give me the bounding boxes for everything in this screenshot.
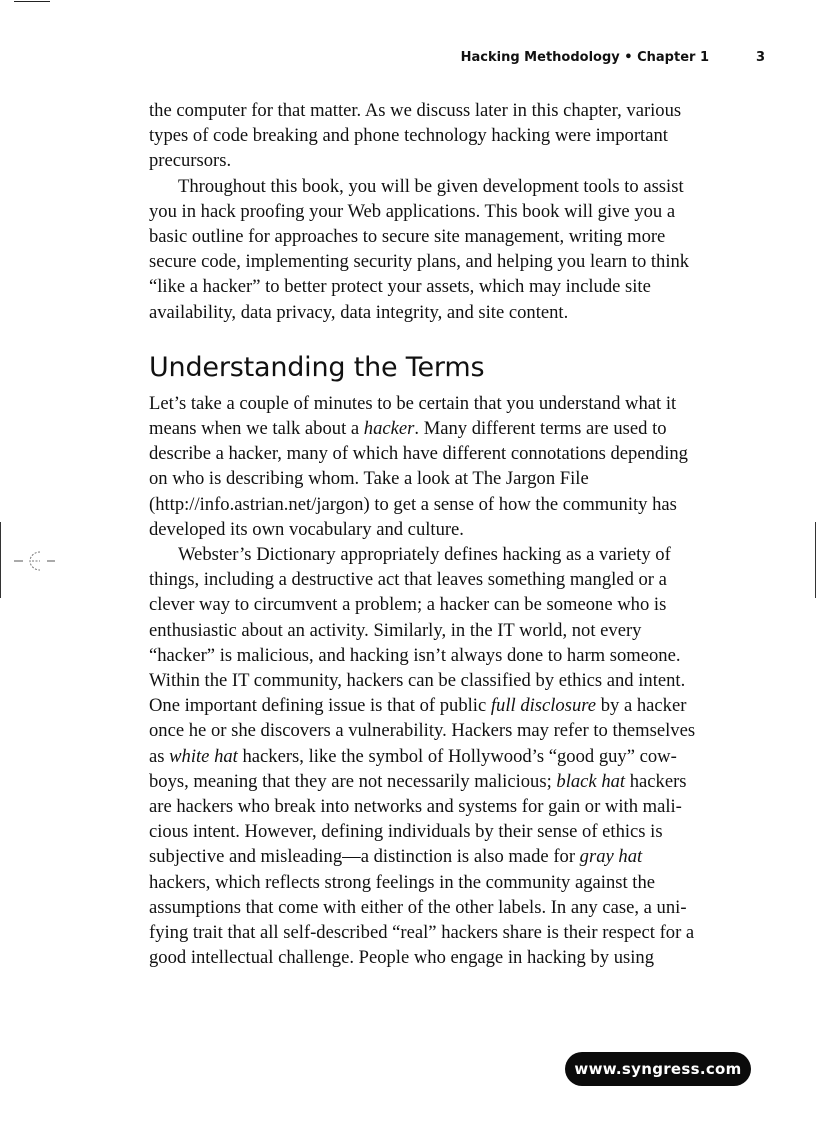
- line: Let’s take a couple of minutes to be certain that you understand what it: [149, 392, 677, 414]
- line: cious intent. However, defining individuals by their sense of ethics is: [149, 821, 663, 843]
- line: secure code, implementing security plans, and helping you learn to think: [149, 251, 690, 273]
- paragraph-3: [149, 391, 715, 542]
- line: things, including a destructive act that leaves something mangled or a: [149, 569, 667, 591]
- term-hacker: hacker: [363, 418, 415, 440]
- page-number: 3: [755, 50, 765, 65]
- paragraph-2: [149, 174, 715, 325]
- line: you in hack proofing your Web applications. This book will give you a: [149, 200, 676, 222]
- publisher-url-badge: www.syngress.com: [565, 1052, 751, 1086]
- line-part: boys, meaning that they are not necessarily malicious;: [149, 770, 557, 792]
- body-text: [149, 98, 715, 971]
- registration-mark-icon: [14, 549, 56, 573]
- line: Throughout this book, you will be given development tools to assist: [178, 175, 684, 197]
- section-heading: Understanding the Terms: [149, 351, 485, 383]
- running-head-title: Hacking Methodology • Chapter 1: [460, 50, 709, 65]
- line-part: by a hacker: [596, 695, 687, 717]
- line: on who is describing whom. Take a look at The Jargon File: [149, 468, 589, 490]
- line: basic outline for approaches to secure site management, writing more: [149, 226, 666, 248]
- line: hackers, which reflects strong feelings in the community against the: [149, 871, 656, 893]
- line: clever way to circumvent a problem; a hacker can be someone who is: [149, 594, 667, 616]
- line-part: hackers, like the symbol of Hollywood’s “good guy” cow-: [237, 745, 677, 767]
- term-black-hat: black hat: [556, 770, 626, 792]
- line: fying trait that all self-described “real” hackers share is their respect for a: [149, 922, 695, 944]
- line: (http://info.astrian.net/jargon) to get a sense of how the community has: [149, 493, 677, 515]
- line: assumptions that come with either of the other labels. In any case, a uni-: [149, 896, 687, 918]
- line-part: . Many different terms are used to: [414, 418, 667, 440]
- line: Within the IT community, hackers can be classified by ethics and intent.: [149, 670, 686, 692]
- crop-mark-top: [14, 1, 50, 2]
- line: “hacker” is malicious, and hacking isn’t always done to harm someone.: [149, 644, 681, 666]
- line-part: One important defining issue is that of public: [149, 695, 491, 717]
- line-part: as: [149, 745, 170, 767]
- line: precursors.: [149, 150, 232, 172]
- term-full-disclosure: full disclosure: [490, 695, 597, 717]
- term-white-hat: white hat: [169, 745, 238, 767]
- line: describe a hacker, many of which have different connotations depending: [149, 443, 688, 465]
- crop-mark-left: [0, 522, 1, 598]
- line-part: subjective and misleading—a distinction is also made for: [149, 846, 580, 868]
- line: good intellectual challenge. People who engage in hacking by using: [149, 947, 654, 969]
- line: types of code breaking and phone technology hacking were important: [149, 125, 668, 147]
- paragraph-1: [149, 98, 715, 174]
- line-part: hackers: [625, 770, 687, 792]
- paragraph-4: [149, 542, 715, 970]
- line-part: means when we talk about a: [149, 418, 364, 440]
- running-head: [400, 50, 765, 70]
- line: “like a hacker” to better protect your assets, which may include site: [149, 276, 651, 298]
- line: Webster’s Dictionary appropriately defines hacking as a variety of: [178, 544, 671, 566]
- line: once he or she discovers a vulnerability. Hackers may refer to themselves: [149, 720, 696, 742]
- term-gray-hat: gray hat: [579, 846, 643, 868]
- line: the computer for that matter. As we discuss later in this chapter, various: [149, 100, 682, 121]
- line: developed its own vocabulary and culture.: [149, 518, 464, 540]
- line: availability, data privacy, data integrity, and site content.: [149, 301, 569, 323]
- line: enthusiastic about an activity. Similarly, in the IT world, not every: [149, 619, 642, 641]
- line: are hackers who break into networks and systems for gain or with mali-: [149, 796, 682, 818]
